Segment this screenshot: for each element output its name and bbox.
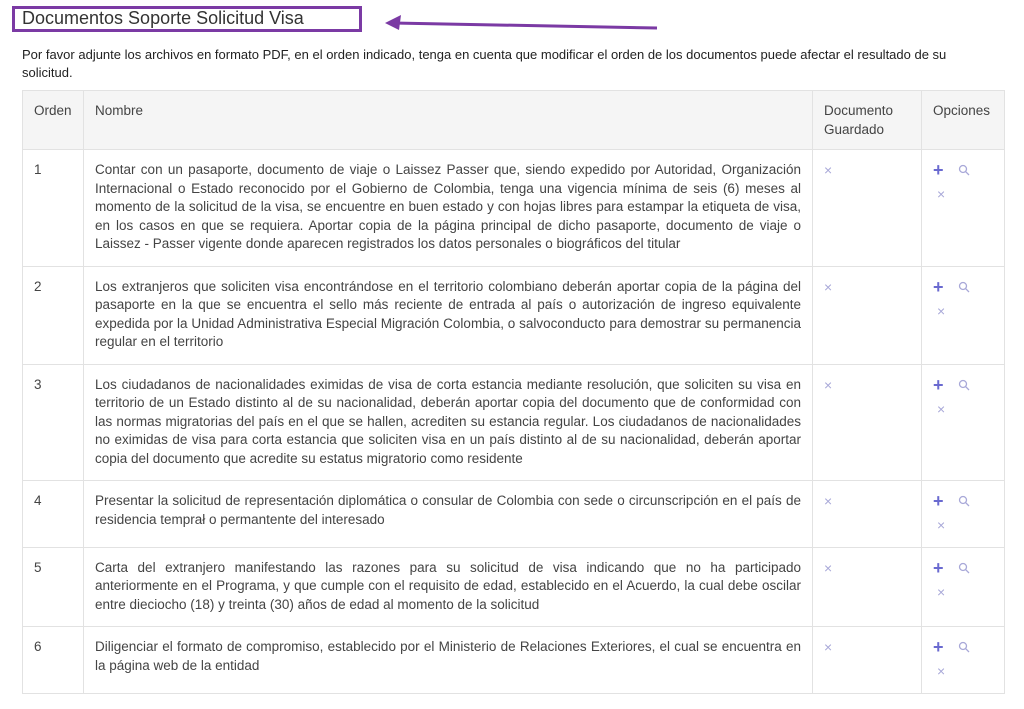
row-order: 5 [23,547,84,627]
col-header-nombre: Nombre [84,91,813,150]
row-options-cell [922,481,1005,548]
row-saved-cell [813,266,922,364]
documents-table [22,90,1005,694]
add-file-icon[interactable]: + [933,160,944,180]
row-saved-cell [813,150,922,267]
row-options-cell [922,364,1005,481]
add-file-icon[interactable]: + [933,637,944,657]
row-options-cell [922,547,1005,627]
view-file-icon[interactable] [958,164,970,176]
row-options-cell [922,150,1005,267]
row-document-name: Diligenciar el formato de compromiso, establecido por el Ministerio de Relaciones Exteriores, el cual se encuentra en la página web de la entidad [84,627,813,694]
not-saved-icon: × [824,278,833,295]
add-file-icon[interactable]: + [933,557,944,578]
row-order: 4 [23,481,84,548]
row-order: 6 [23,627,84,694]
table-row [23,364,1005,481]
row-document-name: Carta del extranjero manifestando las razones para su solicitud de visa indicando que no ha participado anteriormente en el Programa, y que cumple con el requisito de edad, establecido en el Acuerdo, la cual debe oscilar entre dieciocho (18) y treinta (30) años de edad al momento de la solicitud [84,547,813,627]
col-header-documento-guardado: Documento Guardado [813,91,922,150]
col-header-opciones: Opciones [922,91,1005,150]
row-document-name: Los ciudadanos de nacionalidades eximidas de visa de corta estancia mediante resolución, que soliciten su visa en territorio de un Estado distinto al de su nacionalidad, deberán aportar copia del documento que de conformidad con las normas migratorias del país en el que se hallen, acrediten su estancia regular. Los ciudadanos de nacionalidades no eximidas de visa para corta estancia que soliciten visa en un país distinto al de su nacionalidad, deberán aportar copia del documento que acredite su estatus migratorio como residente [84,364,813,481]
table-row [23,150,1005,267]
page-title: Documentos Soporte Solicitud Visa [22,8,304,28]
not-saved-icon: × [824,493,833,509]
table-row [23,627,1005,694]
table-row [23,266,1005,364]
view-file-icon[interactable] [958,379,970,391]
table-header-row [23,91,1005,150]
not-saved-icon: × [824,162,833,178]
col-header-orden: Orden [23,91,84,150]
row-order: 2 [23,266,84,364]
view-file-icon[interactable] [958,641,970,653]
delete-file-icon[interactable]: × [937,663,946,679]
view-file-icon[interactable] [958,562,970,574]
instructions-text: Por favor adjunte los archivos en formato PDF, en el orden indicado, tenga en cuenta que modificar el orden de los documentos puede afectar el resultado de su solicitud. [22,47,947,80]
row-options-cell [922,627,1005,694]
row-order: 1 [23,150,84,267]
delete-file-icon[interactable]: × [937,517,946,533]
add-file-icon[interactable]: + [933,374,944,395]
not-saved-icon: × [824,639,833,655]
row-document-name: Presentar la solicitud de representación diplomática o consular de Colombia con sede o circunscripción en el país de residencia temprał o permantente del interesado [84,481,813,548]
view-file-icon[interactable] [958,495,970,507]
add-file-icon[interactable]: + [933,276,944,297]
delete-file-icon[interactable]: × [937,583,946,600]
table-row [23,481,1005,548]
add-file-icon[interactable]: + [933,491,944,511]
row-saved-cell [813,627,922,694]
row-saved-cell [813,481,922,548]
row-order: 3 [23,364,84,481]
delete-file-icon[interactable]: × [937,302,946,319]
row-document-name: Contar con un pasaporte, documento de viaje o Laissez Passer que, siendo expedido por Autoridad, Organización Internacional o Estado reconocido por el Gobierno de Colombia, tenga una vigencia mínima de seis (6) meses al momento de la solicitud de la visa, se encuentre en buen estado y con hojas libres para estampar la etiqueta de visa, en los casos en que se requiera. Aportar copia de la página principal de dicho pasaporte, documento de viaje o Laissez - Passer vigente donde aparecen registrados los datos personales o biográficos del titular [84,150,813,267]
row-options-cell [922,266,1005,364]
arrow-annotation-icon [385,12,660,36]
row-document-name: Los extranjeros que soliciten visa encontrándose en el territorio colombiano deberán aportar copia de la página del pasaporte en la que se encuentra el sello más reciente de entrada al país o autorización de ingreso equivalente expedida por la Unidad Administrativa Especial Migración Colombia, o salvoconducto para demostrar su permanencia regular en el territorio [84,266,813,364]
delete-file-icon[interactable]: × [937,400,946,417]
not-saved-icon: × [824,376,833,393]
view-file-icon[interactable] [958,281,970,293]
table-row [23,547,1005,627]
not-saved-icon: × [824,559,833,576]
row-saved-cell [813,364,922,481]
row-saved-cell [813,547,922,627]
delete-file-icon[interactable]: × [937,186,946,202]
